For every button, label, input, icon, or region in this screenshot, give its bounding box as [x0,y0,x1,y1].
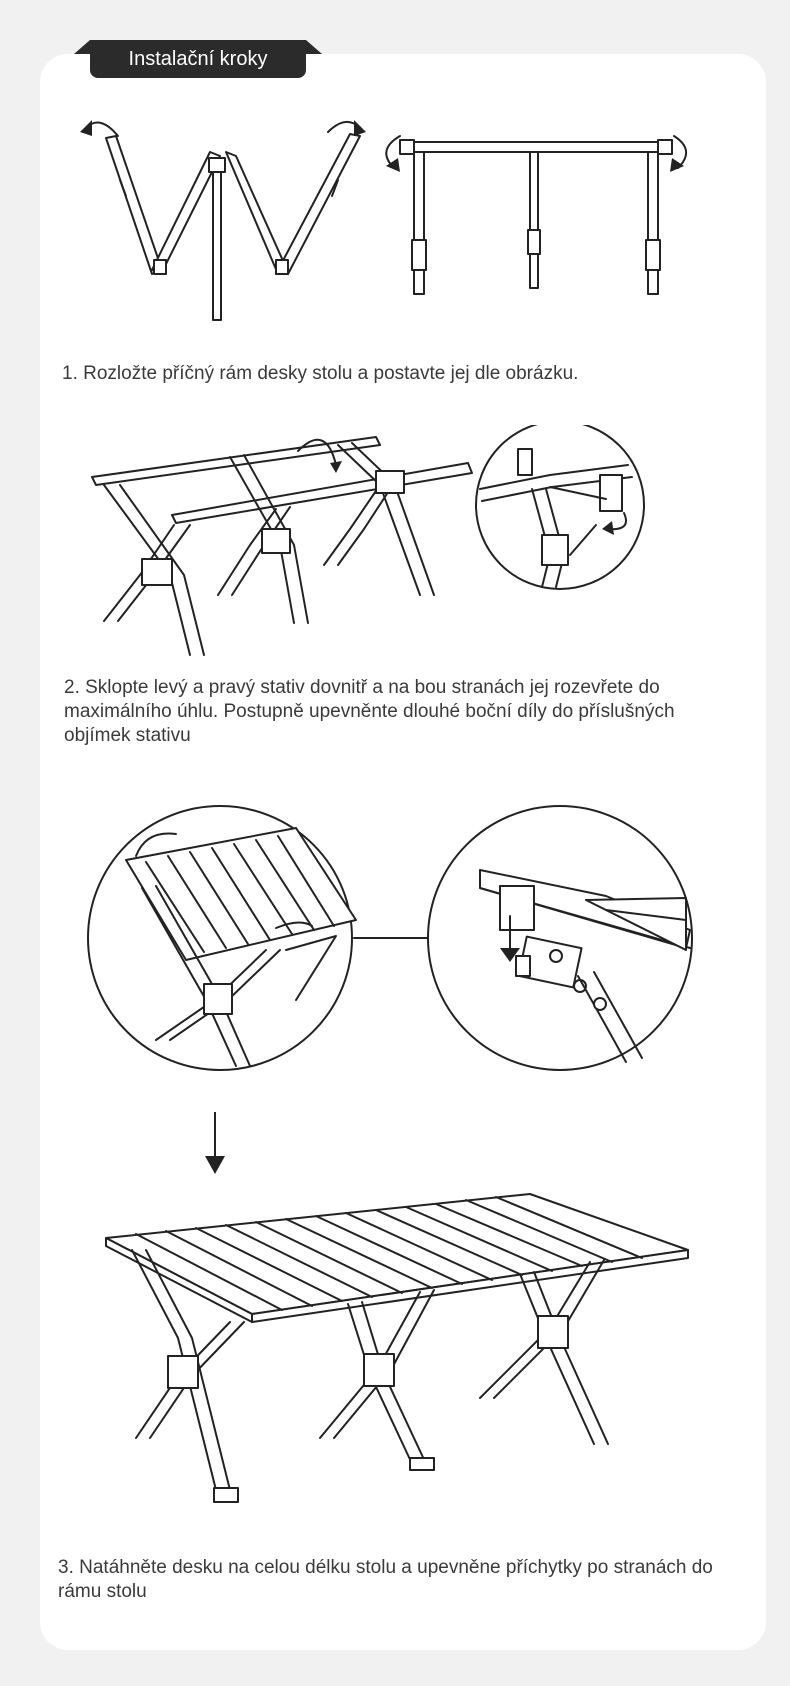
down-arrow-icon [200,1112,230,1178]
tab-ear-right [306,40,322,54]
step2-illustration [80,425,700,665]
stand-detail-circle [476,425,644,589]
rotate-arrow-right [328,120,366,136]
rotate-arrow-left [80,120,118,136]
step2-text: 2. Sklopte levý a pravý stativ dovnitř a na bou stranách jej rozevřete do maximálního úhlu. Postupně upevněnte dlouhé boční díly do příslušných objímek stativu [64,677,675,746]
step3-text: 3. Natáhněte desku na celou délku stolu a upevněne příchytky po stranách do rámu stolu [58,1557,713,1602]
assembled-table-illustration [100,1188,700,1518]
section-title: Instalační kroky [90,40,306,78]
folded-frame-drawing [106,134,360,320]
rotate-arrow-frame-left [386,136,400,172]
step3-detail-illustration [86,800,706,1076]
frame-with-stands-drawing [92,437,472,655]
tab-ear-left [74,40,90,54]
clip-detail-circle [428,806,692,1070]
step1-illustration [70,110,750,330]
unfolded-frame-drawing [400,140,672,294]
step1-text: 1. Rozložte příčný rám desky stolu a postavte jej dle obrázku. [62,363,579,384]
tabletop-mount-circle [88,806,356,1070]
